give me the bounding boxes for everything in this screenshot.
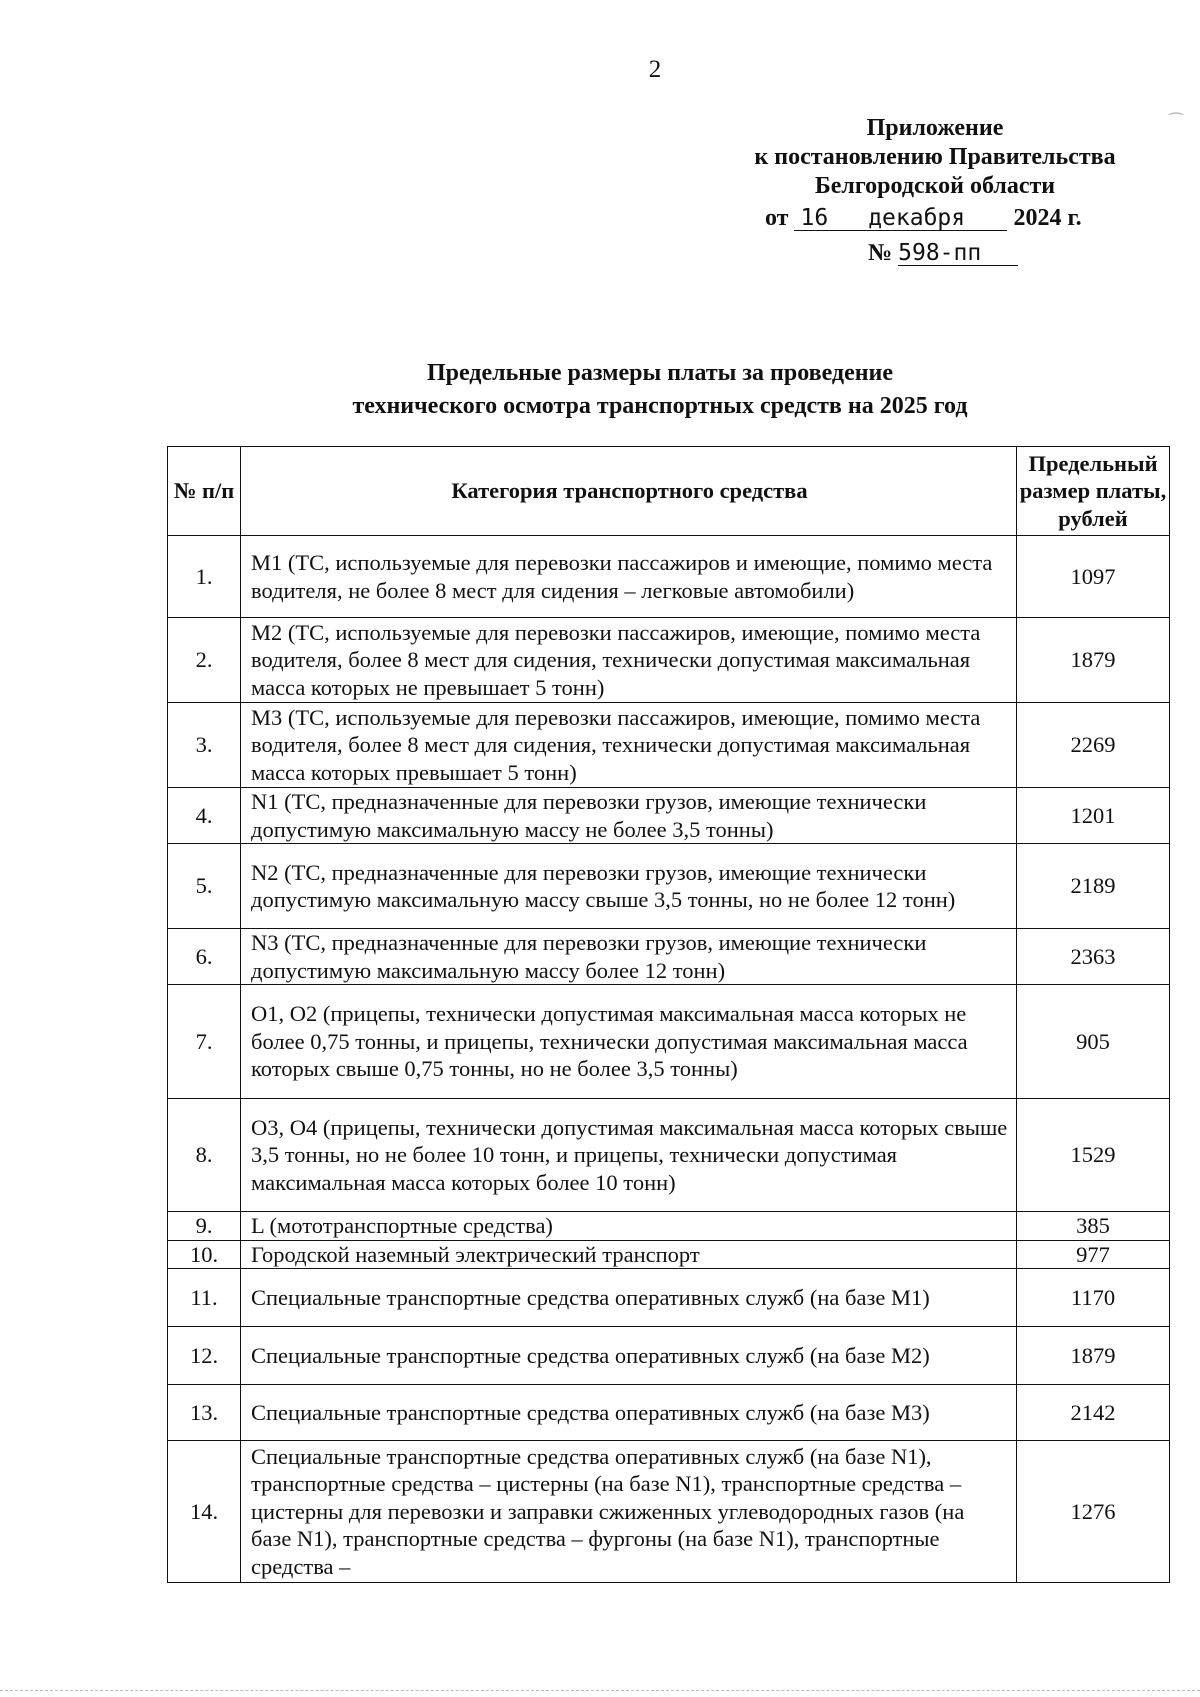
row-fee: 2189 <box>1017 844 1170 929</box>
decree-date <box>765 205 1082 232</box>
row-category: N1 (ТС, предназначенные для перевозки грузов, имеющие технически допустимую максимальную массу не более 3,5 тонны) <box>241 788 1017 844</box>
row-fee: 1097 <box>1017 536 1170 618</box>
row-category: O1, O2 (прицепы, технически допустимая максимальная масса которых не более 0,75 тонны, и прицепы, технически допустимая максимальная масса которых свыше 0,75 тонны, но не более 3,5 тонны) <box>241 985 1017 1099</box>
number-value: 598-пп <box>898 241 1018 266</box>
table-row <box>168 788 1170 844</box>
row-num: 11. <box>168 1269 241 1327</box>
row-fee: 1879 <box>1017 1327 1170 1385</box>
appendix-title: Приложение <box>866 115 1004 141</box>
row-fee: 2269 <box>1017 703 1170 788</box>
header-category: Категория транспортного средства <box>241 447 1017 536</box>
row-category: Специальные транспортные средства оперативных служб (на базе M1) <box>241 1269 1017 1327</box>
row-num: 6. <box>168 929 241 985</box>
table-row <box>168 844 1170 929</box>
table-row <box>168 1327 1170 1385</box>
row-num: 2. <box>168 618 241 703</box>
row-category: O3, O4 (прицепы, технически допустимая максимальная масса которых свыше 3,5 тонны, но не более 10 тонн, и прицепы, технически допустимая максимальная масса которых более 10 тонн) <box>241 1099 1017 1212</box>
decree-number <box>868 240 1018 267</box>
table-row <box>168 929 1170 985</box>
scan-edge <box>0 1690 1200 1691</box>
appendix-region-line: Белгородской области <box>814 173 1056 199</box>
date-year: 2024 г. <box>1013 205 1082 231</box>
row-category: M3 (ТС, используемые для перевозки пассажиров, имеющие, помимо места водителя, более 8 мест для сидения, технически допустимая максимальная масса которых превышает 5 тонн) <box>241 703 1017 788</box>
title-line-1: Предельные размеры платы за проведение <box>426 360 894 386</box>
row-category: N2 (ТС, предназначенные для перевозки грузов, имеющие технически допустимую максимальную массу свыше 3,5 тонны, но не более 12 тонн) <box>241 844 1017 929</box>
table-row <box>168 618 1170 703</box>
row-num: 13. <box>168 1385 241 1441</box>
table-row <box>168 1385 1170 1441</box>
row-fee: 1879 <box>1017 618 1170 703</box>
date-month: декабря <box>868 205 966 231</box>
row-fee: 1201 <box>1017 788 1170 844</box>
document-title <box>150 357 1170 423</box>
row-fee: 1276 <box>1017 1441 1170 1583</box>
row-fee: 385 <box>1017 1212 1170 1241</box>
row-num: 7. <box>168 985 241 1099</box>
appendix-decree-line: к постановлению Правительства <box>754 144 1116 170</box>
row-category: L (мототранспортные средства) <box>241 1212 1017 1241</box>
table-row <box>168 1240 1170 1269</box>
date-day: 16 <box>800 205 829 231</box>
row-num: 5. <box>168 844 241 929</box>
table-header-row <box>168 447 1170 536</box>
row-num: 10. <box>168 1240 241 1269</box>
date-prefix: от <box>765 205 789 231</box>
row-category: M1 (ТС, используемые для перевозки пассажиров и имеющие, помимо места водителя, не более 8 мест для сидения – легковые автомобили) <box>241 536 1017 618</box>
row-fee: 1529 <box>1017 1099 1170 1212</box>
row-category: Специальные транспортные средства оперативных служб (на базе M2) <box>241 1327 1017 1385</box>
title-line-2: технического осмотра транспортных средств на 2025 год <box>352 393 968 419</box>
row-num: 3. <box>168 703 241 788</box>
table-row <box>168 536 1170 618</box>
row-category: Городской наземный электрический транспорт <box>241 1240 1017 1269</box>
row-num: 8. <box>168 1099 241 1212</box>
row-num: 14. <box>168 1441 241 1583</box>
row-category: M2 (ТС, используемые для перевозки пассажиров, имеющие, помимо места водителя, более 8 мест для сидения, технически допустимая максимальная масса которых не превышает 5 тонн) <box>241 618 1017 703</box>
row-num: 9. <box>168 1212 241 1241</box>
row-fee: 2363 <box>1017 929 1170 985</box>
scan-speck: ⌒ <box>1168 113 1185 130</box>
row-category: Специальные транспортные средства оперативных служб (на базе N1), транспортные средства – цистерны (на базе N1), транспортные средства – цистерны для перевозки и заправки сжиженных углеводородных газов (на базе N1), транспортные средства – фургоны (на базе N1), транспортные средства – <box>241 1441 1017 1583</box>
row-num: 4. <box>168 788 241 844</box>
header-num: № п/п <box>168 447 241 536</box>
number-prefix: № <box>868 240 893 266</box>
row-category: Специальные транспортные средства оперативных служб (на базе M3) <box>241 1385 1017 1441</box>
table-row <box>168 1269 1170 1327</box>
row-fee: 1170 <box>1017 1269 1170 1327</box>
row-fee: 905 <box>1017 985 1170 1099</box>
row-category: N3 (ТС, предназначенные для перевозки грузов, имеющие технически допустимую максимальную массу более 12 тонн) <box>241 929 1017 985</box>
row-num: 12. <box>168 1327 241 1385</box>
row-fee: 2142 <box>1017 1385 1170 1441</box>
appendix-header <box>700 114 1170 201</box>
row-num: 1. <box>168 536 241 618</box>
table-row <box>168 1441 1170 1583</box>
fees-table <box>167 446 1170 1583</box>
table-row <box>168 985 1170 1099</box>
table-row <box>168 1212 1170 1241</box>
table-row <box>168 1099 1170 1212</box>
row-fee: 977 <box>1017 1240 1170 1269</box>
table-row <box>168 703 1170 788</box>
header-fee: Предельный размер платы, рублей <box>1017 447 1170 536</box>
date-fill <box>794 206 1007 231</box>
page-number: 2 <box>648 56 662 83</box>
